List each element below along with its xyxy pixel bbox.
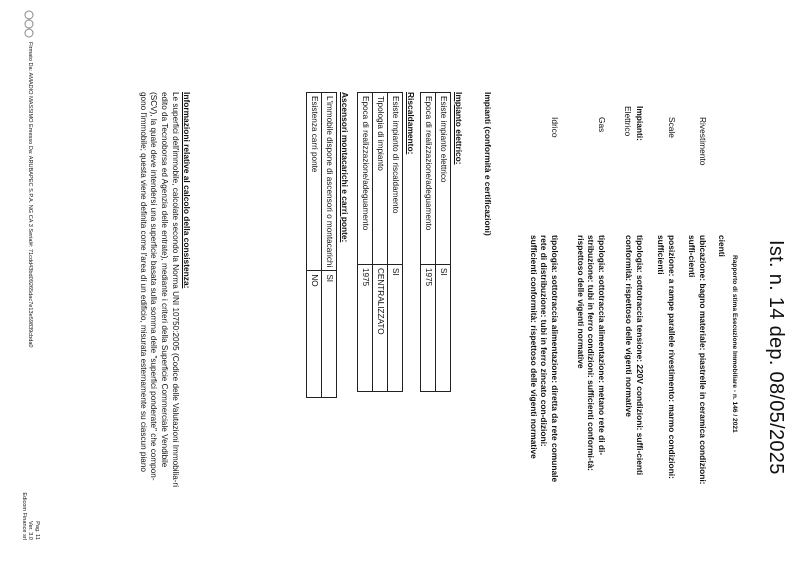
rivestimento-value: ubicazione: bagno materiale: piastrelle in ceramica condizioni: suffi-cienti (687, 235, 708, 485)
table-cell-value: SI (436, 265, 451, 392)
signature-seal-icon (21, 10, 37, 38)
page-number: Pag. 11 (34, 521, 40, 540)
table-cell-value: 1975 (421, 265, 436, 392)
informazioni-text: Le superfici dell'immobile, calcolate secondo la Norma UNI 10750:2005 (Codice delle Valutazioni Immobilia-ri edito da Tecnoborsa ed Agenzia delle entrate), mediante i criteri della Superficie Commerciale Vendibile (SCV), la quale deve intendersi una superficie basata sulla somma delle "superfici ponderate" che compon-gono l'immobile; questa viene definita come l'area di un edificio, misurata esternamente su ciascun piano (138, 92, 180, 488)
table-cell-label: L'immobile dispone di ascensori o montacarichi (322, 93, 337, 271)
table-cell-label: Esiste impianto elettrico (436, 93, 451, 265)
elettrico-label: Elettrico (623, 106, 633, 137)
impianto-elettrico-heading: Impianto elettrico: (454, 92, 464, 165)
table-row (436, 93, 451, 392)
table-cell-label: Epoca di realizzazione/adeguamento (358, 93, 373, 265)
scale-value: posizione: a rampe parallele rivestimento: marmo condizioni: sufficienti (656, 235, 677, 479)
digital-signature-line: Firmato Da: AMADIO MASSIMO Emesso Da: ARUBAPEC S.P.A. NG CA 3 Serial#: 71cdd43bd09265dac7e13e59839cbda0 (27, 42, 33, 348)
scale-label: Scale (667, 117, 677, 138)
table-row (322, 93, 337, 398)
gas-label: Gas (597, 117, 607, 133)
table-row (358, 93, 373, 392)
table-row (307, 93, 322, 398)
report-title: Rapporto di stima Esecuzione Immobiliare - n. 146 / 2021 (731, 255, 738, 433)
ascensori-heading: Ascensori montacarichi e carri ponte: (340, 92, 350, 243)
table-cell-value: CENTRALIZZATO (373, 265, 388, 392)
table-cell-value: NO (307, 271, 322, 398)
table-cell-label: Tipologia di impianto (373, 93, 388, 265)
elettrico-value: tipologia: sottotraccia tensione: 220V condizioni: suffi-cienti conformità: rispettoso delle vigenti normative (624, 235, 645, 476)
impianti-heading: Impianti: (635, 106, 645, 141)
page-footer (20, 470, 40, 540)
table-cell-label: Esiste impianto di riscaldamento (388, 93, 403, 265)
conformita-heading: Impianti (conformità e certificazioni) (483, 92, 493, 236)
table-row (388, 93, 403, 392)
table-cell-label: Epoca di realizzazione/adeguamento (421, 93, 436, 265)
rivestimento-label: Rivestimento (698, 117, 708, 166)
table-cell-value: SI (322, 271, 337, 398)
ascensori-table (306, 92, 337, 398)
riscaldamento-table (357, 92, 403, 392)
cienti-word: cienti (717, 235, 727, 257)
table-cell-value: 1975 (358, 265, 373, 392)
table-cell-value: SI (388, 265, 403, 392)
gas-value: tipologia: sottotraccia alimentazione: metano rete di di-stribuzione: tubi in ferro condizioni: sufficienti conformi-tà: rispettoso delle vigenti normative (576, 235, 607, 471)
table-row (373, 93, 388, 392)
riscaldamento-heading: Riscaldamento: (406, 92, 416, 155)
idrico-label: Idrico (550, 117, 560, 138)
deposit-stamp: Ist. n. 14 dep. 08/05/2025 (765, 240, 787, 475)
version: Ver. 3.0 (27, 521, 34, 540)
informazioni-heading: Informazioni relative al calcolo della consistenza: (182, 92, 192, 289)
table-row (421, 93, 436, 392)
table-cell-label: Esistenza carri ponte (307, 93, 322, 271)
publisher: Edicom Finance srl (20, 492, 27, 540)
impianto-elettrico-table (420, 92, 451, 392)
idrico-value: tipologia: sottotraccia alimentazione: diretta da rete comunale rete di distribuzione: tubi in ferro zincato con-dizioni: sufficienti conformità: rispettoso delle vigenti normative (529, 235, 560, 483)
